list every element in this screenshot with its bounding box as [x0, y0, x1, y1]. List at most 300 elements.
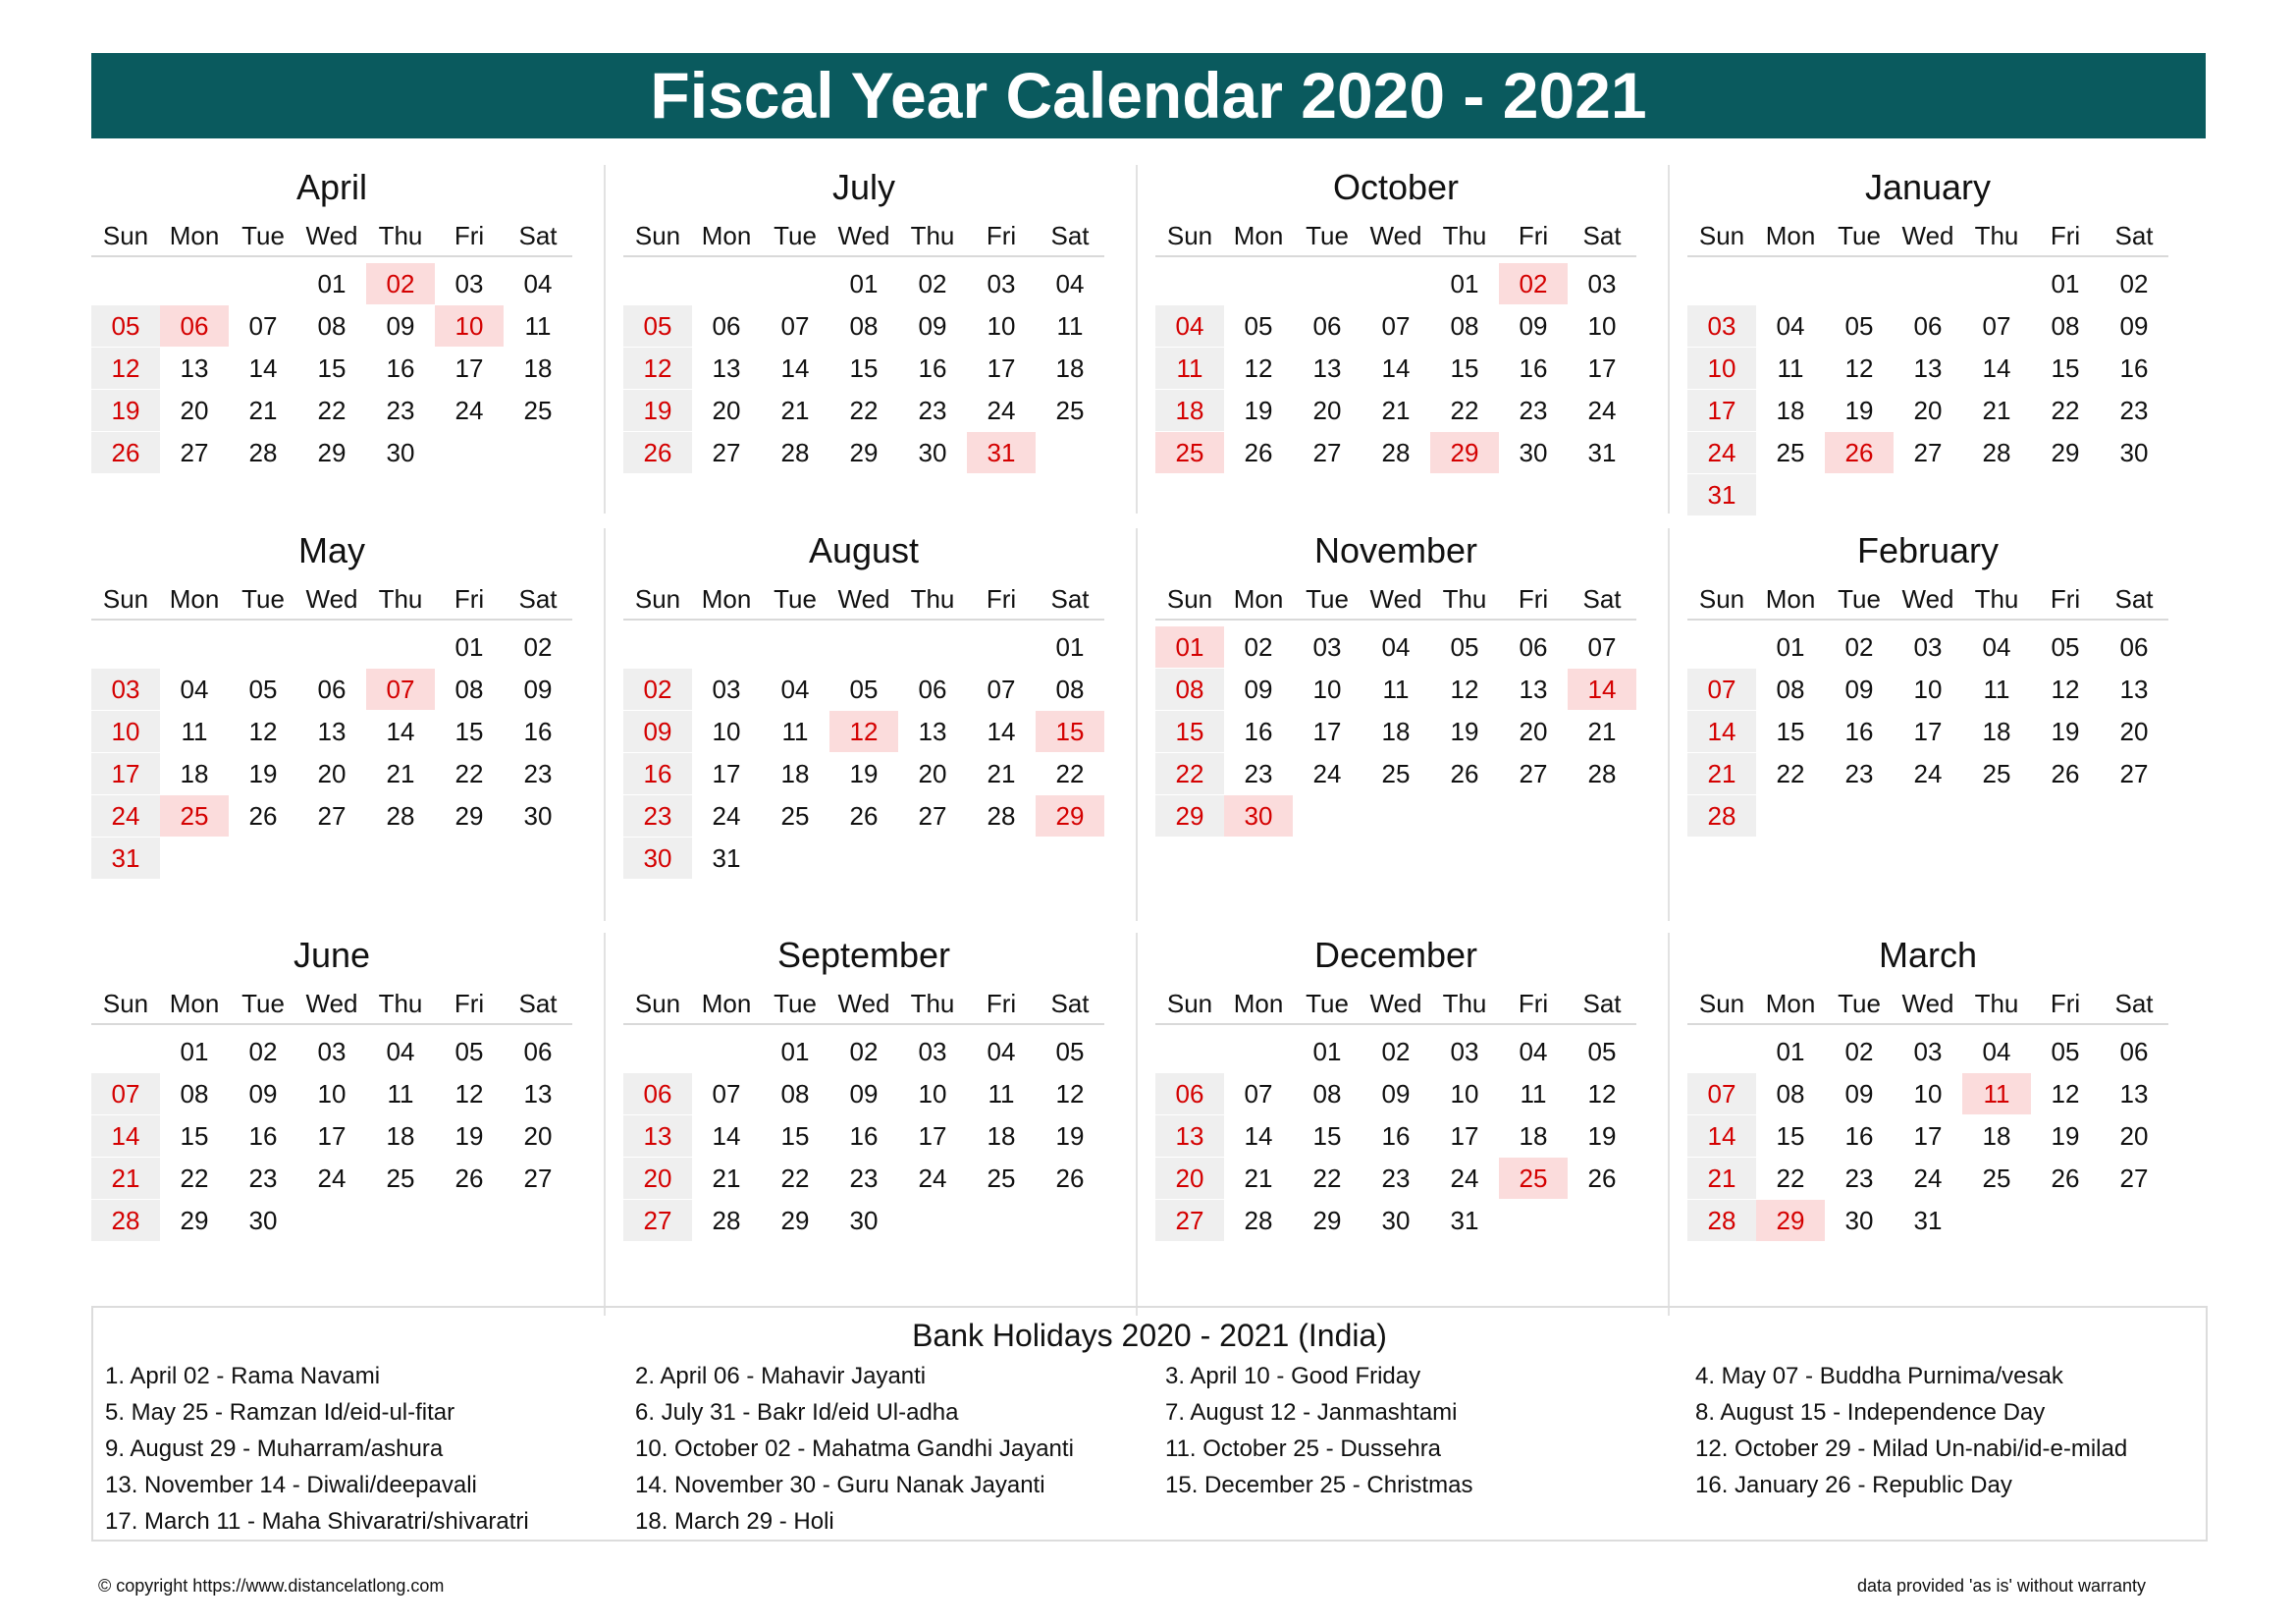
day-cell: 16: [523, 717, 553, 746]
weekday-label: Sun: [102, 584, 149, 614]
day-cell: 22: [1312, 1164, 1342, 1193]
holiday-day-cell: 29: [1036, 795, 1104, 837]
day-cell: 05: [1844, 311, 1874, 341]
day-cell: 09: [1381, 1079, 1411, 1109]
day-cell: 30: [523, 801, 553, 831]
month-name: June: [293, 935, 371, 975]
day-cell: 02: [1244, 632, 1273, 662]
day-cell: 19: [623, 390, 692, 431]
day-cell: 14: [248, 353, 278, 383]
holiday-day-cell: 02: [1499, 263, 1568, 304]
month-name: May: [297, 530, 365, 570]
day-cell: 04: [523, 269, 553, 298]
day-cell: 12: [1055, 1079, 1085, 1109]
weekday-label: Wed: [1369, 989, 1422, 1018]
weekday-label: Sat: [2114, 989, 2154, 1018]
day-cell: 28: [1687, 1200, 1756, 1241]
day-cell: 08: [1776, 1079, 1805, 1109]
day-cell: 21: [987, 759, 1016, 788]
day-cell: 24: [1687, 432, 1756, 473]
day-cell: 15: [1155, 711, 1224, 752]
day-cell: 07: [712, 1079, 741, 1109]
holiday-day-cell: 10: [435, 305, 504, 347]
day-cell: 21: [248, 396, 278, 425]
holiday-list-item: 1. April 02 - Rama Navami: [105, 1363, 381, 1389]
day-cell: 29: [1155, 795, 1224, 837]
day-cell: 05: [91, 305, 160, 347]
day-cell: 30: [1381, 1206, 1411, 1235]
day-cell: 08: [1155, 669, 1224, 710]
day-cell: 17: [91, 753, 160, 794]
weekday-label: Fri: [454, 584, 485, 614]
day-cell: 16: [1244, 717, 1273, 746]
day-cell: 31: [1687, 474, 1756, 515]
day-cell: 27: [1913, 438, 1943, 467]
day-cell: 02: [918, 269, 947, 298]
day-cell: 13: [918, 717, 947, 746]
day-cell: 08: [1055, 675, 1085, 704]
weekday-label: Sat: [518, 584, 558, 614]
weekday-label: Thu: [1974, 584, 2019, 614]
day-cell: 28: [1687, 795, 1756, 837]
day-cell: 30: [1844, 1206, 1874, 1235]
day-cell: 13: [523, 1079, 553, 1109]
weekday-label: Fri: [986, 221, 1017, 250]
weekday-label: Sun: [1166, 221, 1213, 250]
holiday-list-item: 2. April 06 - Mahavir Jayanti: [635, 1363, 927, 1389]
weekday-label: Thu: [378, 584, 423, 614]
day-cell: 28: [1587, 759, 1617, 788]
day-cell: 18: [1982, 717, 2011, 746]
weekday-label: Tue: [241, 221, 285, 250]
day-cell: 06: [1155, 1073, 1224, 1114]
day-cell: 04: [1519, 1037, 1548, 1066]
day-cell: 17: [1450, 1121, 1479, 1151]
holiday-day-cell: 15: [1036, 711, 1104, 752]
weekday-label: Sat: [2114, 584, 2154, 614]
weekday-label: Mon: [701, 221, 752, 250]
weekday-header-row: [91, 579, 572, 621]
day-cell: 25: [523, 396, 553, 425]
day-cell: 04: [780, 675, 810, 704]
day-cell: 02: [849, 1037, 879, 1066]
day-cell: 07: [1687, 669, 1756, 710]
day-cell: 04: [1055, 269, 1085, 298]
day-cell: 06: [918, 675, 947, 704]
day-cell: 11: [387, 1079, 414, 1109]
weekday-label: Tue: [1306, 584, 1349, 614]
day-cell: 11: [524, 311, 552, 341]
day-cell: 19: [1055, 1121, 1085, 1151]
column-divider: [1668, 165, 1670, 514]
day-cell: 11: [1777, 353, 1804, 383]
day-cell: 20: [1312, 396, 1342, 425]
day-cell: 04: [180, 675, 209, 704]
day-cell: 23: [918, 396, 947, 425]
day-cell: 12: [91, 348, 160, 389]
holiday-list-item: 11. October 25 - Dussehra: [1165, 1435, 1442, 1462]
day-cell: 07: [1244, 1079, 1273, 1109]
holiday-day-cell: 25: [160, 795, 229, 837]
day-cell: 03: [918, 1037, 947, 1066]
weekday-label: Tue: [241, 989, 285, 1018]
holiday-list-item: 6. July 31 - Bakr Id/eid Ul-adha: [635, 1399, 959, 1426]
weekday-label: Fri: [2050, 989, 2081, 1018]
holiday-list-item: 14. November 30 - Guru Nanak Jayanti: [635, 1472, 1045, 1498]
day-cell: 03: [1687, 305, 1756, 347]
day-cell: 21: [780, 396, 810, 425]
day-cell: 13: [1913, 353, 1943, 383]
weekday-label: Fri: [1518, 989, 1549, 1018]
day-cell: 17: [1312, 717, 1342, 746]
day-cell: 08: [317, 311, 347, 341]
weekday-label: Tue: [241, 584, 285, 614]
day-cell: 01: [180, 1037, 209, 1066]
weekday-label: Mon: [1233, 584, 1284, 614]
day-cell: 15: [1312, 1121, 1342, 1151]
day-cell: 11: [1155, 348, 1224, 389]
holiday-list-item: 3. April 10 - Good Friday: [1165, 1363, 1421, 1389]
day-cell: 10: [1913, 1079, 1943, 1109]
holiday-list-item: 5. May 25 - Ramzan Id/eid-ul-fitar: [105, 1399, 455, 1426]
day-cell: 26: [849, 801, 879, 831]
weekday-label: Mon: [1233, 989, 1284, 1018]
day-cell: 13: [1312, 353, 1342, 383]
day-cell: 21: [1381, 396, 1411, 425]
day-cell: 03: [712, 675, 741, 704]
day-cell: 22: [1776, 1164, 1805, 1193]
day-cell: 22: [454, 759, 484, 788]
day-cell: 11: [1520, 1079, 1547, 1109]
month-name: February: [1856, 530, 2000, 570]
column-divider: [1136, 528, 1138, 921]
day-cell: 03: [1312, 632, 1342, 662]
day-cell: 23: [1381, 1164, 1411, 1193]
day-cell: 09: [623, 711, 692, 752]
day-cell: 09: [918, 311, 947, 341]
holiday-day-cell: 25: [1155, 432, 1224, 473]
weekday-label: Wed: [837, 221, 890, 250]
holiday-day-cell: 25: [1499, 1158, 1568, 1199]
day-cell: 19: [248, 759, 278, 788]
day-cell: 06: [2119, 1037, 2149, 1066]
day-cell: 30: [849, 1206, 879, 1235]
day-cell: 02: [2119, 269, 2149, 298]
day-cell: 25: [1982, 759, 2011, 788]
weekday-label: Wed: [1901, 221, 1954, 250]
day-cell: 06: [623, 1073, 692, 1114]
weekday-label: Sun: [1698, 989, 1745, 1018]
day-cell: 05: [849, 675, 879, 704]
day-cell: 01: [317, 269, 347, 298]
day-cell: 21: [386, 759, 415, 788]
day-cell: 09: [1844, 675, 1874, 704]
holiday-day-cell: 07: [366, 669, 435, 710]
day-cell: 11: [1056, 311, 1084, 341]
day-cell: 09: [386, 311, 415, 341]
holiday-list-item: 10. October 02 - Mahatma Gandhi Jayanti: [635, 1435, 1074, 1462]
day-cell: 28: [91, 1200, 160, 1241]
day-cell: 05: [1244, 311, 1273, 341]
day-cell: 27: [918, 801, 947, 831]
day-cell: 24: [987, 396, 1016, 425]
holiday-day-cell: 11: [1962, 1073, 2031, 1114]
day-cell: 09: [1844, 1079, 1874, 1109]
weekday-label: Sat: [1050, 221, 1090, 250]
day-cell: 18: [1982, 1121, 2011, 1151]
column-divider: [1668, 528, 1670, 921]
weekday-label: Thu: [1442, 584, 1487, 614]
weekday-header-row: [1687, 216, 2168, 257]
weekday-label: Sat: [1582, 584, 1622, 614]
day-cell: 27: [2119, 759, 2149, 788]
day-cell: 05: [2051, 1037, 2080, 1066]
column-divider: [604, 165, 606, 514]
holiday-list-item: 17. March 11 - Maha Shivaratri/shivaratri: [105, 1508, 529, 1535]
day-cell: 27: [317, 801, 347, 831]
day-cell: 05: [623, 305, 692, 347]
day-cell: 31: [1913, 1206, 1943, 1235]
day-cell: 18: [987, 1121, 1016, 1151]
day-cell: 12: [1844, 353, 1874, 383]
holiday-list-item: 16. January 26 - Republic Day: [1695, 1472, 2012, 1498]
weekday-label: Fri: [2050, 221, 2081, 250]
day-cell: 21: [91, 1158, 160, 1199]
day-cell: 22: [1155, 753, 1224, 794]
day-cell: 21: [1587, 717, 1617, 746]
day-cell: 14: [1381, 353, 1411, 383]
day-cell: 23: [523, 759, 553, 788]
day-cell: 12: [1587, 1079, 1617, 1109]
day-cell: 27: [523, 1164, 553, 1193]
day-cell: 11: [181, 717, 208, 746]
page-title: Fiscal Year Calendar 2020 - 2021: [91, 53, 2206, 138]
weekday-header-row: [1155, 579, 1636, 621]
weekday-label: Tue: [774, 221, 817, 250]
weekday-header-row: [623, 579, 1104, 621]
day-cell: 28: [1244, 1206, 1273, 1235]
day-cell: 10: [987, 311, 1016, 341]
day-cell: 26: [623, 432, 692, 473]
day-cell: 19: [454, 1121, 484, 1151]
day-cell: 17: [712, 759, 741, 788]
weekday-label: Mon: [169, 584, 220, 614]
day-cell: 01: [454, 632, 484, 662]
weekday-label: Wed: [305, 221, 358, 250]
weekday-label: Thu: [1974, 221, 2019, 250]
day-cell: 08: [780, 1079, 810, 1109]
day-cell: 29: [454, 801, 484, 831]
month-name: January: [1864, 167, 1992, 207]
column-divider: [604, 933, 606, 1316]
day-cell: 22: [2051, 396, 2080, 425]
day-cell: 26: [1450, 759, 1479, 788]
weekday-label: Wed: [837, 989, 890, 1018]
day-cell: 12: [623, 348, 692, 389]
day-cell: 11: [1382, 675, 1410, 704]
day-cell: 24: [1450, 1164, 1479, 1193]
weekday-label: Mon: [1765, 221, 1816, 250]
day-cell: 06: [1312, 311, 1342, 341]
day-cell: 28: [1982, 438, 2011, 467]
day-cell: 01: [1776, 632, 1805, 662]
weekday-label: Sat: [1582, 221, 1622, 250]
day-cell: 14: [712, 1121, 741, 1151]
day-cell: 04: [1381, 632, 1411, 662]
day-cell: 15: [849, 353, 879, 383]
day-cell: 27: [712, 438, 741, 467]
day-cell: 13: [2119, 1079, 2149, 1109]
day-cell: 14: [1982, 353, 2011, 383]
day-cell: 12: [1244, 353, 1273, 383]
day-cell: 17: [317, 1121, 347, 1151]
day-cell: 08: [454, 675, 484, 704]
day-cell: 05: [2051, 632, 2080, 662]
weekday-label: Sun: [634, 584, 681, 614]
day-cell: 15: [454, 717, 484, 746]
day-cell: 07: [1687, 1073, 1756, 1114]
holiday-day-cell: 02: [366, 263, 435, 304]
day-cell: 17: [987, 353, 1016, 383]
weekday-label: Wed: [1901, 584, 1954, 614]
bank-holidays-title: Bank Holidays 2020 - 2021 (India): [912, 1318, 1387, 1353]
day-cell: 18: [1055, 353, 1085, 383]
day-cell: 19: [2051, 1121, 2080, 1151]
day-cell: 26: [1244, 438, 1273, 467]
weekday-label: Wed: [837, 584, 890, 614]
day-cell: 19: [1844, 396, 1874, 425]
calendar-grid: [91, 165, 2221, 1284]
weekday-label: Sun: [102, 221, 149, 250]
day-cell: 03: [317, 1037, 347, 1066]
day-cell: 26: [1587, 1164, 1617, 1193]
day-cell: 03: [987, 269, 1016, 298]
month-name: April: [295, 167, 368, 207]
weekday-label: Wed: [305, 584, 358, 614]
holiday-day-cell: 29: [1756, 1200, 1825, 1241]
weekday-label: Sat: [518, 221, 558, 250]
day-cell: 10: [91, 711, 160, 752]
day-cell: 28: [987, 801, 1016, 831]
day-cell: 10: [1687, 348, 1756, 389]
day-cell: 16: [1519, 353, 1548, 383]
weekday-header-row: [623, 216, 1104, 257]
day-cell: 31: [91, 838, 160, 879]
weekday-header-row: [623, 984, 1104, 1025]
day-cell: 24: [1913, 759, 1943, 788]
day-cell: 22: [849, 396, 879, 425]
day-cell: 22: [780, 1164, 810, 1193]
day-cell: 13: [317, 717, 347, 746]
weekday-label: Thu: [910, 221, 955, 250]
day-cell: 23: [386, 396, 415, 425]
day-cell: 12: [248, 717, 278, 746]
day-cell: 26: [1055, 1164, 1085, 1193]
day-cell: 14: [1687, 711, 1756, 752]
weekday-label: Sat: [2114, 221, 2154, 250]
day-cell: 18: [1519, 1121, 1548, 1151]
day-cell: 21: [1982, 396, 2011, 425]
day-cell: 27: [623, 1200, 692, 1241]
day-cell: 09: [2119, 311, 2149, 341]
month-name: August: [808, 530, 920, 570]
day-cell: 24: [1312, 759, 1342, 788]
day-cell: 24: [918, 1164, 947, 1193]
weekday-label: Thu: [378, 221, 423, 250]
day-cell: 23: [849, 1164, 879, 1193]
day-cell: 10: [712, 717, 741, 746]
day-cell: 14: [91, 1115, 160, 1157]
weekday-label: Mon: [701, 584, 752, 614]
weekday-label: Wed: [1369, 584, 1422, 614]
day-cell: 04: [1982, 1037, 2011, 1066]
day-cell: 06: [317, 675, 347, 704]
day-cell: 26: [91, 432, 160, 473]
day-cell: 08: [1450, 311, 1479, 341]
day-cell: 31: [712, 843, 741, 873]
day-cell: 29: [180, 1206, 209, 1235]
day-cell: 15: [1776, 717, 1805, 746]
day-cell: 16: [248, 1121, 278, 1151]
bank-holidays-panel: [91, 1306, 2208, 1542]
month-name: November: [1313, 530, 1478, 570]
day-cell: 20: [317, 759, 347, 788]
day-cell: 04: [386, 1037, 415, 1066]
day-cell: 30: [386, 438, 415, 467]
day-cell: 01: [780, 1037, 810, 1066]
holiday-day-cell: 12: [829, 711, 898, 752]
day-cell: 23: [1844, 759, 1874, 788]
day-cell: 27: [1155, 1200, 1224, 1241]
day-cell: 16: [1844, 1121, 1874, 1151]
day-cell: 08: [849, 311, 879, 341]
day-cell: 20: [1155, 1158, 1224, 1199]
weekday-label: Sun: [1166, 584, 1213, 614]
day-cell: 28: [386, 801, 415, 831]
day-cell: 23: [1844, 1164, 1874, 1193]
day-cell: 06: [1913, 311, 1943, 341]
day-cell: 30: [248, 1206, 278, 1235]
day-cell: 29: [849, 438, 879, 467]
day-cell: 28: [1381, 438, 1411, 467]
weekday-label: Thu: [1974, 989, 2019, 1018]
day-cell: 30: [623, 838, 692, 879]
weekday-label: Fri: [1518, 221, 1549, 250]
day-cell: 16: [849, 1121, 879, 1151]
day-cell: 04: [1776, 311, 1805, 341]
day-cell: 25: [780, 801, 810, 831]
day-cell: 27: [180, 438, 209, 467]
day-cell: 12: [2051, 1079, 2080, 1109]
day-cell: 16: [2119, 353, 2149, 383]
day-cell: 08: [1312, 1079, 1342, 1109]
day-cell: 19: [1587, 1121, 1617, 1151]
day-cell: 06: [2119, 632, 2149, 662]
weekday-label: Sat: [1050, 989, 1090, 1018]
weekday-label: Mon: [1765, 584, 1816, 614]
day-cell: 12: [454, 1079, 484, 1109]
day-cell: 25: [987, 1164, 1016, 1193]
day-cell: 17: [454, 353, 484, 383]
day-cell: 28: [248, 438, 278, 467]
day-cell: 18: [1381, 717, 1411, 746]
day-cell: 22: [1055, 759, 1085, 788]
day-cell: 13: [1519, 675, 1548, 704]
weekday-header-row: [1155, 984, 1636, 1025]
weekday-label: Fri: [454, 989, 485, 1018]
day-cell: 01: [1450, 269, 1479, 298]
day-cell: 06: [523, 1037, 553, 1066]
